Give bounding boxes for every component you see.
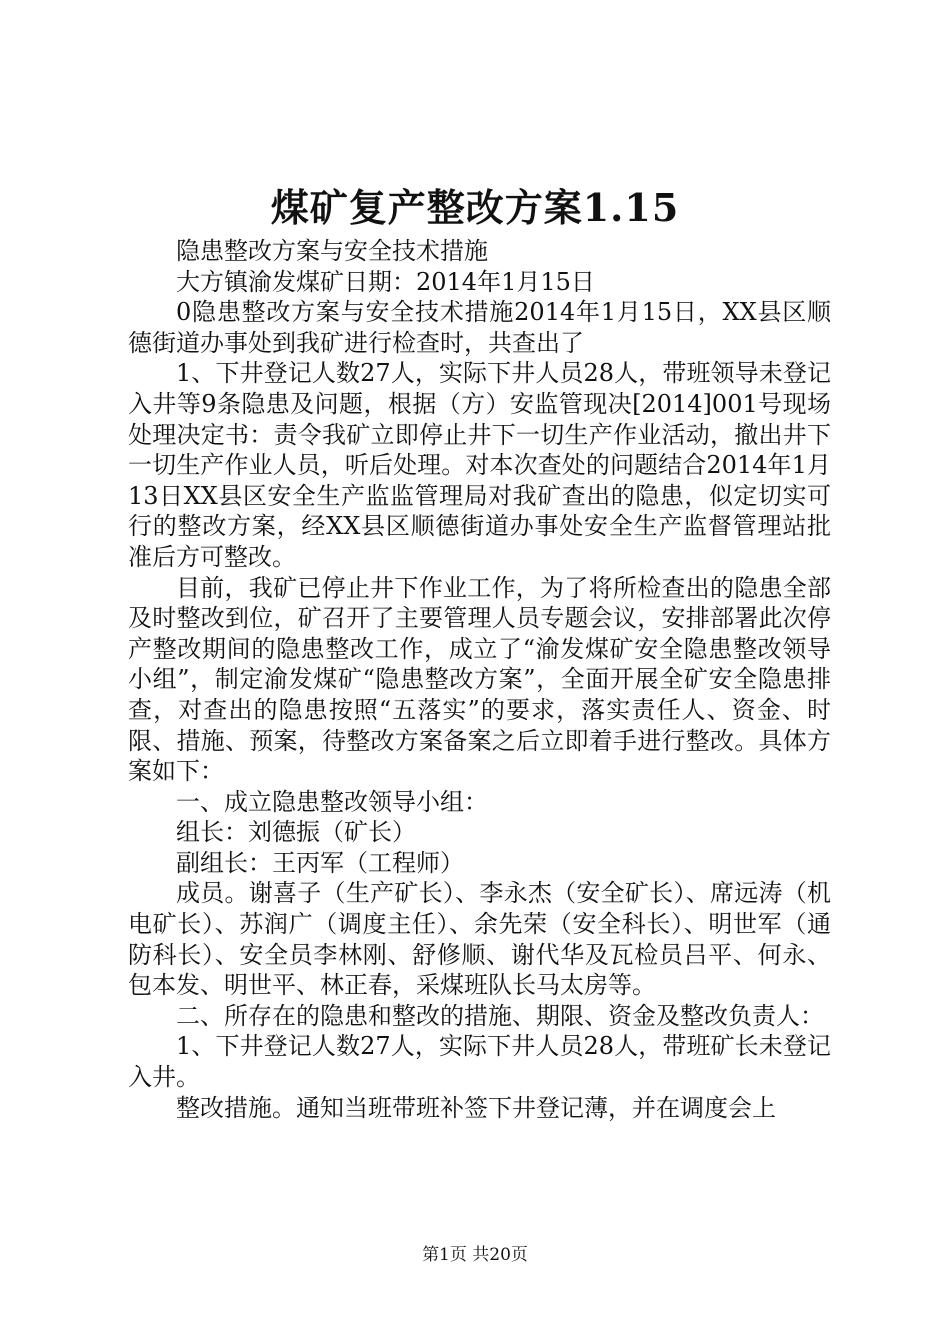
paragraph-members: 成员。谢喜子（生产矿长）、李永杰（安全矿长）、席远涛（机电矿长）、苏润广（调度主任）、余先荣（安全科长）、明世军（通防科长）、安全员李林刚、舒修顺、谢代华及瓦检员吕平、何永、包本发、明世平、林正春，采煤班队长马太房等。 (128, 879, 831, 1000)
paragraph-intro: 0隐患整改方案与安全技术措施2014年1月15日，XX县区顺德街道办事处到我矿进行检查时，共查出了 (128, 298, 831, 357)
paragraph-heading: 隐患整改方案与安全技术措施 (176, 237, 488, 265)
paragraph-hazard-one: 1、下井登记人数27人，实际下井人员28人，带班矿长未登记入井。 (128, 1032, 831, 1092)
paragraph-section-two: 二、所存在的隐患和整改的措施、期限、资金及整改负责人： (176, 1001, 824, 1030)
paragraph-findings: 1、下井登记人数27人，实际下井人员28人，带班领导未登记入井等9条隐患及问题，根据（方）安监管现决[2014]001号现场处理决定书：责令我矿立即停止井下一切生产作业活动，撤出井下一切生产作业人员，听后处理。对本次查处的问题结合2014年1月13日XX县区安全生产监监管理局对我矿查出的隐患，似定切实可行的整改方案，经XX县区顺德街道办事处安全生产监督管理站批准后方可整改。 (128, 359, 831, 571)
page-footer: 第1页 共20页 (422, 1245, 528, 1265)
paragraph-measures: 整改措施。通知当班带班补签下井登记薄，并在调度会上 (176, 1093, 776, 1122)
document-title: 煤矿复产整改方案1.15 (270, 185, 680, 230)
paragraph-current-status: 目前，我矿已停止井下作业工作，为了将所检查出的隐患全部及时整改到位，矿召开了主要管理人员专题会议，安排部署此次停产整改期间的隐患整改工作，成立了“渝发煤矿安全隐患整改领导小组”，制定渝发煤矿“隐患整改方案”，全面开展全矿安全隐患排查，对查出的隐患按照“五落实”的要求，落实责任人、资金、时限、措施、预案，待整改方案备案之后立即着手进行整改。具体方案如下： (128, 573, 831, 786)
paragraph-section-one: 一、成立隐患整改领导小组： (176, 787, 488, 816)
paragraph-leader: 组长：刘德振（矿长） (176, 818, 416, 847)
document-body (128, 236, 831, 1123)
paragraph-deputy-leader: 副组长：王丙军（工程师） (176, 848, 464, 877)
paragraph-date: 大方镇渝发煤矿日期：2014年1月15日 (176, 267, 595, 296)
